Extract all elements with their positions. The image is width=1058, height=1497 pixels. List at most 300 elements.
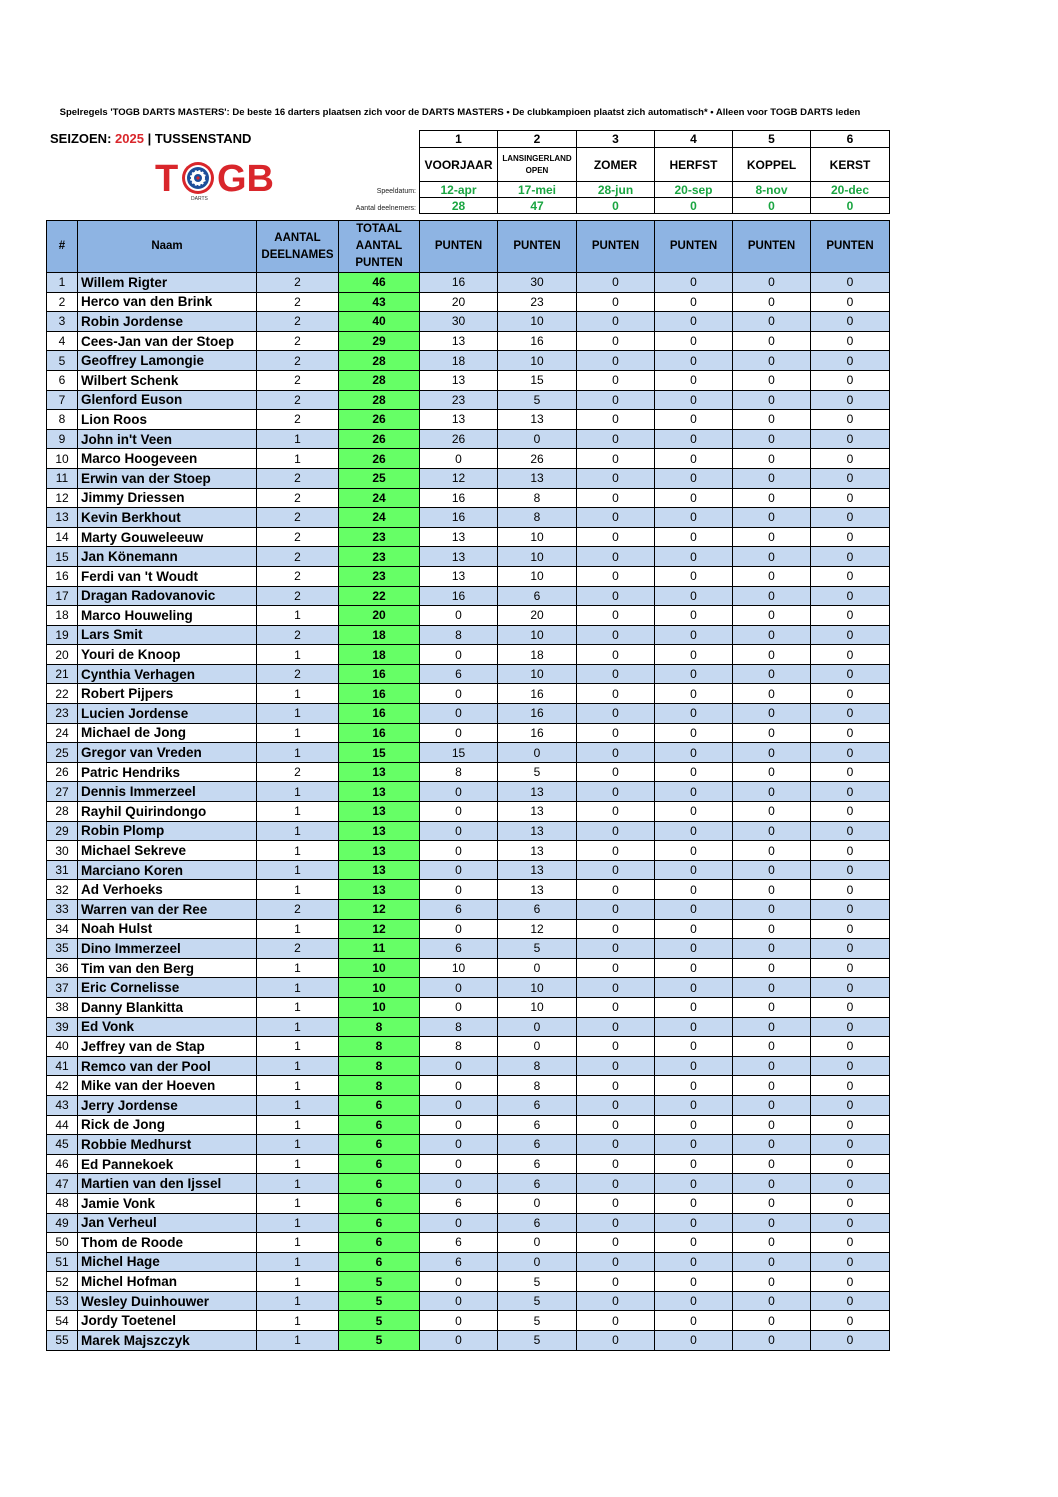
cell-total: 23 <box>339 527 420 547</box>
cell-points-4: 0 <box>655 527 733 547</box>
cell-rank: 34 <box>47 919 78 939</box>
cell-points-4: 0 <box>655 978 733 998</box>
cell-points-4: 0 <box>655 664 733 684</box>
cell-points-4: 0 <box>655 1174 733 1194</box>
event-name-1: VOORJAAR <box>420 148 498 182</box>
logo-sub: DARTS <box>191 196 208 201</box>
cell-total: 29 <box>339 331 420 351</box>
cell-points-4: 0 <box>655 606 733 626</box>
cell-points-5: 0 <box>733 1331 811 1351</box>
cell-points-3: 0 <box>577 488 655 508</box>
cell-points-1: 12 <box>420 468 498 488</box>
cell-points-1: 0 <box>420 978 498 998</box>
cell-entries: 1 <box>257 1135 339 1155</box>
cell-points-2: 10 <box>498 566 577 586</box>
cell-entries: 1 <box>257 1174 339 1194</box>
cell-points-4: 0 <box>655 429 733 449</box>
cell-rank: 40 <box>47 1037 78 1057</box>
cell-rank: 35 <box>47 939 78 959</box>
cell-total: 24 <box>339 508 420 528</box>
cell-entries: 2 <box>257 625 339 645</box>
cell-total: 5 <box>339 1272 420 1292</box>
cell-points-3: 0 <box>577 684 655 704</box>
cell-points-4: 0 <box>655 1115 733 1135</box>
cell-rank: 28 <box>47 802 78 822</box>
cell-points-2: 0 <box>498 1017 577 1037</box>
cell-points-6: 0 <box>811 390 890 410</box>
table-row <box>47 1193 890 1213</box>
table-row <box>47 1311 890 1331</box>
table-row <box>47 978 890 998</box>
cell-points-3: 0 <box>577 1154 655 1174</box>
cell-points-2: 8 <box>498 488 577 508</box>
table-row <box>47 1135 890 1155</box>
cell-points-4: 0 <box>655 566 733 586</box>
cell-player-name: Michel Hofman <box>78 1272 257 1292</box>
event-participants-5: 0 <box>733 198 811 214</box>
cell-player-name: Lucien Jordense <box>78 704 257 724</box>
table-row <box>47 762 890 782</box>
cell-total: 10 <box>339 958 420 978</box>
table-row <box>47 1272 890 1292</box>
table-row <box>47 1174 890 1194</box>
cell-entries: 1 <box>257 429 339 449</box>
cell-rank: 11 <box>47 468 78 488</box>
cell-points-6: 0 <box>811 704 890 724</box>
cell-points-4: 0 <box>655 1311 733 1331</box>
cell-entries: 2 <box>257 390 339 410</box>
cell-total: 28 <box>339 370 420 390</box>
cell-rank: 15 <box>47 547 78 567</box>
cell-points-1: 16 <box>420 488 498 508</box>
cell-points-2: 30 <box>498 273 577 293</box>
cell-points-2: 0 <box>498 1037 577 1057</box>
cell-points-6: 0 <box>811 919 890 939</box>
cell-points-5: 0 <box>733 312 811 332</box>
cell-total: 8 <box>339 1037 420 1057</box>
cell-points-3: 0 <box>577 762 655 782</box>
table-row <box>47 664 890 684</box>
cell-player-name: Ed Pannekoek <box>78 1154 257 1174</box>
table-row <box>47 488 890 508</box>
cell-rank: 14 <box>47 527 78 547</box>
cell-points-2: 13 <box>498 802 577 822</box>
cell-points-2: 12 <box>498 919 577 939</box>
cell-points-6: 0 <box>811 821 890 841</box>
cell-entries: 1 <box>257 1115 339 1135</box>
cell-rank: 9 <box>47 429 78 449</box>
cell-points-5: 0 <box>733 997 811 1017</box>
cell-points-3: 0 <box>577 645 655 665</box>
cell-entries: 1 <box>257 723 339 743</box>
table-row <box>47 527 890 547</box>
cell-entries: 2 <box>257 762 339 782</box>
cell-points-1: 0 <box>420 1311 498 1331</box>
event-participants-3: 0 <box>577 198 655 214</box>
table-row <box>47 468 890 488</box>
cell-entries: 2 <box>257 939 339 959</box>
cell-total: 6 <box>339 1193 420 1213</box>
cell-rank: 3 <box>47 312 78 332</box>
col-name: Naam <box>78 221 257 273</box>
cell-points-3: 0 <box>577 997 655 1017</box>
cell-points-5: 0 <box>733 468 811 488</box>
event-date-6: 20-dec <box>811 182 890 198</box>
cell-entries: 1 <box>257 821 339 841</box>
cell-points-6: 0 <box>811 1291 890 1311</box>
cell-points-5: 0 <box>733 939 811 959</box>
cell-points-2: 6 <box>498 1135 577 1155</box>
cell-points-4: 0 <box>655 1272 733 1292</box>
cell-player-name: Wesley Duinhouwer <box>78 1291 257 1311</box>
cell-points-2: 5 <box>498 390 577 410</box>
cell-entries: 1 <box>257 919 339 939</box>
cell-total: 6 <box>339 1252 420 1272</box>
cell-points-5: 0 <box>733 390 811 410</box>
cell-entries: 1 <box>257 1213 339 1233</box>
cell-total: 28 <box>339 351 420 371</box>
cell-points-2: 0 <box>498 1233 577 1253</box>
cell-player-name: Erwin van der Stoep <box>78 468 257 488</box>
cell-points-1: 0 <box>420 841 498 861</box>
cell-points-3: 0 <box>577 1174 655 1194</box>
cell-player-name: Marty Gouweleeuw <box>78 527 257 547</box>
cell-player-name: John in't Veen <box>78 429 257 449</box>
cell-points-3: 0 <box>577 410 655 430</box>
cell-points-1: 6 <box>420 664 498 684</box>
cell-points-2: 13 <box>498 410 577 430</box>
table-row <box>47 449 890 469</box>
cell-points-1: 0 <box>420 1154 498 1174</box>
cell-points-4: 0 <box>655 723 733 743</box>
cell-points-6: 0 <box>811 1252 890 1272</box>
cell-points-5: 0 <box>733 547 811 567</box>
cell-rank: 49 <box>47 1213 78 1233</box>
cell-rank: 16 <box>47 566 78 586</box>
standings-table <box>46 220 890 1351</box>
table-row <box>47 900 890 920</box>
cell-entries: 1 <box>257 1193 339 1213</box>
cell-points-1: 0 <box>420 645 498 665</box>
cell-points-6: 0 <box>811 1037 890 1057</box>
cell-points-6: 0 <box>811 488 890 508</box>
cell-points-1: 0 <box>420 782 498 802</box>
col-entries: AANTAL DEELNAMES <box>257 221 339 273</box>
cell-points-1: 0 <box>420 1095 498 1115</box>
cell-points-4: 0 <box>655 1233 733 1253</box>
cell-points-2: 5 <box>498 762 577 782</box>
cell-entries: 1 <box>257 860 339 880</box>
event-participants-6: 0 <box>811 198 890 214</box>
cell-points-3: 0 <box>577 1037 655 1057</box>
cell-rank: 2 <box>47 292 78 312</box>
cell-points-1: 8 <box>420 625 498 645</box>
season-title <box>50 131 251 146</box>
table-row <box>47 860 890 880</box>
dartboard-icon <box>182 162 214 194</box>
cell-points-2: 26 <box>498 449 577 469</box>
cell-player-name: Willem Rigter <box>78 273 257 293</box>
cell-player-name: Kevin Berkhout <box>78 508 257 528</box>
cell-player-name: Wilbert Schenk <box>78 370 257 390</box>
cell-points-6: 0 <box>811 684 890 704</box>
table-row <box>47 1291 890 1311</box>
event-name-5: KOPPEL <box>733 148 811 182</box>
cell-total: 23 <box>339 547 420 567</box>
cell-points-5: 0 <box>733 508 811 528</box>
cell-entries: 1 <box>257 1331 339 1351</box>
cell-points-6: 0 <box>811 410 890 430</box>
cell-total: 22 <box>339 586 420 606</box>
cell-rank: 27 <box>47 782 78 802</box>
cell-points-3: 0 <box>577 449 655 469</box>
cell-points-5: 0 <box>733 919 811 939</box>
cell-points-5: 0 <box>733 860 811 880</box>
cell-points-3: 0 <box>577 527 655 547</box>
cell-points-1: 16 <box>420 586 498 606</box>
cell-player-name: Herco van den Brink <box>78 292 257 312</box>
cell-points-6: 0 <box>811 1135 890 1155</box>
cell-points-5: 0 <box>733 743 811 763</box>
cell-points-3: 0 <box>577 978 655 998</box>
cell-points-4: 0 <box>655 312 733 332</box>
cell-rank: 37 <box>47 978 78 998</box>
table-row <box>47 586 890 606</box>
cell-points-4: 0 <box>655 1056 733 1076</box>
cell-rank: 30 <box>47 841 78 861</box>
table-row <box>47 351 890 371</box>
cell-points-1: 10 <box>420 958 498 978</box>
table-row <box>47 919 890 939</box>
table-row <box>47 821 890 841</box>
cell-points-4: 0 <box>655 370 733 390</box>
event-name-3: ZOMER <box>577 148 655 182</box>
cell-entries: 2 <box>257 547 339 567</box>
cell-points-2: 16 <box>498 723 577 743</box>
col-points-2: PUNTEN <box>498 221 577 273</box>
table-row <box>47 1056 890 1076</box>
cell-total: 28 <box>339 390 420 410</box>
cell-points-6: 0 <box>811 606 890 626</box>
cell-points-5: 0 <box>733 1095 811 1115</box>
cell-points-3: 0 <box>577 1135 655 1155</box>
cell-rank: 24 <box>47 723 78 743</box>
table-row <box>47 1095 890 1115</box>
cell-rank: 45 <box>47 1135 78 1155</box>
cell-points-2: 0 <box>498 1193 577 1213</box>
cell-points-1: 13 <box>420 547 498 567</box>
cell-total: 20 <box>339 606 420 626</box>
cell-rank: 26 <box>47 762 78 782</box>
event-name-2: LANSINGERLAND OPEN <box>498 148 577 182</box>
cell-points-4: 0 <box>655 782 733 802</box>
cell-entries: 2 <box>257 351 339 371</box>
cell-points-3: 0 <box>577 1331 655 1351</box>
col-points-5: PUNTEN <box>733 221 811 273</box>
cell-total: 5 <box>339 1331 420 1351</box>
cell-entries: 1 <box>257 1233 339 1253</box>
speeldatum-label: Speeldatum: <box>376 188 416 195</box>
cell-points-6: 0 <box>811 743 890 763</box>
cell-points-1: 13 <box>420 527 498 547</box>
cell-total: 8 <box>339 1076 420 1096</box>
cell-total: 13 <box>339 821 420 841</box>
cell-entries: 2 <box>257 664 339 684</box>
cell-player-name: Marek Majszczyk <box>78 1331 257 1351</box>
cell-points-5: 0 <box>733 273 811 293</box>
cell-points-6: 0 <box>811 547 890 567</box>
table-row <box>47 292 890 312</box>
event-num-2: 2 <box>498 131 577 148</box>
cell-points-1: 6 <box>420 1252 498 1272</box>
cell-player-name: Ed Vonk <box>78 1017 257 1037</box>
cell-points-4: 0 <box>655 273 733 293</box>
cell-points-5: 0 <box>733 1115 811 1135</box>
cell-points-5: 0 <box>733 1252 811 1272</box>
cell-points-4: 0 <box>655 1291 733 1311</box>
table-row <box>47 1252 890 1272</box>
cell-points-6: 0 <box>811 429 890 449</box>
cell-rank: 10 <box>47 449 78 469</box>
cell-total: 13 <box>339 880 420 900</box>
cell-total: 16 <box>339 684 420 704</box>
cell-points-5: 0 <box>733 821 811 841</box>
cell-total: 6 <box>339 1174 420 1194</box>
cell-points-2: 23 <box>498 292 577 312</box>
cell-entries: 1 <box>257 978 339 998</box>
cell-entries: 2 <box>257 566 339 586</box>
cell-points-5: 0 <box>733 841 811 861</box>
cell-total: 26 <box>339 429 420 449</box>
cell-points-2: 10 <box>498 997 577 1017</box>
cell-points-4: 0 <box>655 449 733 469</box>
event-date-2: 17-mei <box>498 182 577 198</box>
cell-total: 13 <box>339 860 420 880</box>
cell-player-name: Jordy Toetenel <box>78 1311 257 1331</box>
cell-points-5: 0 <box>733 1311 811 1331</box>
cell-points-2: 8 <box>498 1056 577 1076</box>
cell-points-1: 0 <box>420 1291 498 1311</box>
season-status: TUSSENSTAND <box>154 131 252 146</box>
cell-player-name: Robin Jordense <box>78 312 257 332</box>
cell-points-1: 0 <box>420 1135 498 1155</box>
table-row <box>47 1037 890 1057</box>
cell-player-name: Jeffrey van de Stap <box>78 1037 257 1057</box>
cell-points-5: 0 <box>733 429 811 449</box>
cell-entries: 1 <box>257 1272 339 1292</box>
cell-points-3: 0 <box>577 390 655 410</box>
table-row <box>47 1331 890 1351</box>
cell-points-6: 0 <box>811 958 890 978</box>
cell-player-name: Gregor van Vreden <box>78 743 257 763</box>
cell-points-1: 0 <box>420 919 498 939</box>
cell-points-3: 0 <box>577 273 655 293</box>
col-total: TOTAAL AANTAL PUNTEN <box>339 221 420 273</box>
table-row <box>47 429 890 449</box>
table-row <box>47 312 890 332</box>
cell-points-5: 0 <box>733 292 811 312</box>
cell-points-6: 0 <box>811 1213 890 1233</box>
cell-points-4: 0 <box>655 762 733 782</box>
col-points-1: PUNTEN <box>420 221 498 273</box>
cell-points-5: 0 <box>733 900 811 920</box>
cell-points-2: 13 <box>498 821 577 841</box>
cell-points-5: 0 <box>733 351 811 371</box>
cell-player-name: Youri de Knoop <box>78 645 257 665</box>
cell-entries: 1 <box>257 880 339 900</box>
cell-rank: 53 <box>47 1291 78 1311</box>
cell-player-name: Tim van den Berg <box>78 958 257 978</box>
cell-points-2: 16 <box>498 704 577 724</box>
cell-points-6: 0 <box>811 1056 890 1076</box>
cell-total: 18 <box>339 645 420 665</box>
cell-points-5: 0 <box>733 880 811 900</box>
cell-rank: 29 <box>47 821 78 841</box>
cell-total: 11 <box>339 939 420 959</box>
cell-entries: 2 <box>257 292 339 312</box>
cell-points-4: 0 <box>655 958 733 978</box>
cell-total: 10 <box>339 997 420 1017</box>
cell-entries: 1 <box>257 1311 339 1331</box>
cell-rank: 33 <box>47 900 78 920</box>
cell-points-3: 0 <box>577 1193 655 1213</box>
cell-points-4: 0 <box>655 841 733 861</box>
cell-points-6: 0 <box>811 1154 890 1174</box>
cell-points-6: 0 <box>811 900 890 920</box>
cell-entries: 2 <box>257 370 339 390</box>
cell-points-6: 0 <box>811 586 890 606</box>
cell-points-3: 0 <box>577 1213 655 1233</box>
cell-points-4: 0 <box>655 1213 733 1233</box>
table-row <box>47 743 890 763</box>
cell-points-6: 0 <box>811 566 890 586</box>
cell-points-6: 0 <box>811 782 890 802</box>
cell-points-2: 10 <box>498 625 577 645</box>
cell-total: 23 <box>339 566 420 586</box>
cell-player-name: Marco Hoogeveen <box>78 449 257 469</box>
cell-points-2: 15 <box>498 370 577 390</box>
cell-player-name: Robin Plomp <box>78 821 257 841</box>
table-row <box>47 273 890 293</box>
event-date-1: 12-apr <box>420 182 498 198</box>
cell-points-1: 13 <box>420 566 498 586</box>
cell-total: 13 <box>339 762 420 782</box>
cell-points-6: 0 <box>811 802 890 822</box>
cell-points-3: 0 <box>577 704 655 724</box>
cell-points-1: 6 <box>420 1193 498 1213</box>
cell-rank: 22 <box>47 684 78 704</box>
cell-points-3: 0 <box>577 1252 655 1272</box>
cell-points-3: 0 <box>577 1272 655 1292</box>
cell-points-1: 0 <box>420 1331 498 1351</box>
cell-total: 16 <box>339 704 420 724</box>
table-row <box>47 880 890 900</box>
cell-points-2: 6 <box>498 1154 577 1174</box>
cell-total: 16 <box>339 723 420 743</box>
cell-entries: 2 <box>257 468 339 488</box>
cell-points-2: 5 <box>498 1272 577 1292</box>
cell-player-name: Jamie Vonk <box>78 1193 257 1213</box>
cell-points-2: 20 <box>498 606 577 626</box>
table-row <box>47 723 890 743</box>
cell-points-3: 0 <box>577 782 655 802</box>
cell-entries: 1 <box>257 449 339 469</box>
cell-points-5: 0 <box>733 1076 811 1096</box>
season-label: SEIZOEN: <box>50 131 112 146</box>
cell-points-4: 0 <box>655 645 733 665</box>
cell-player-name: Glenford Euson <box>78 390 257 410</box>
cell-points-5: 0 <box>733 723 811 743</box>
